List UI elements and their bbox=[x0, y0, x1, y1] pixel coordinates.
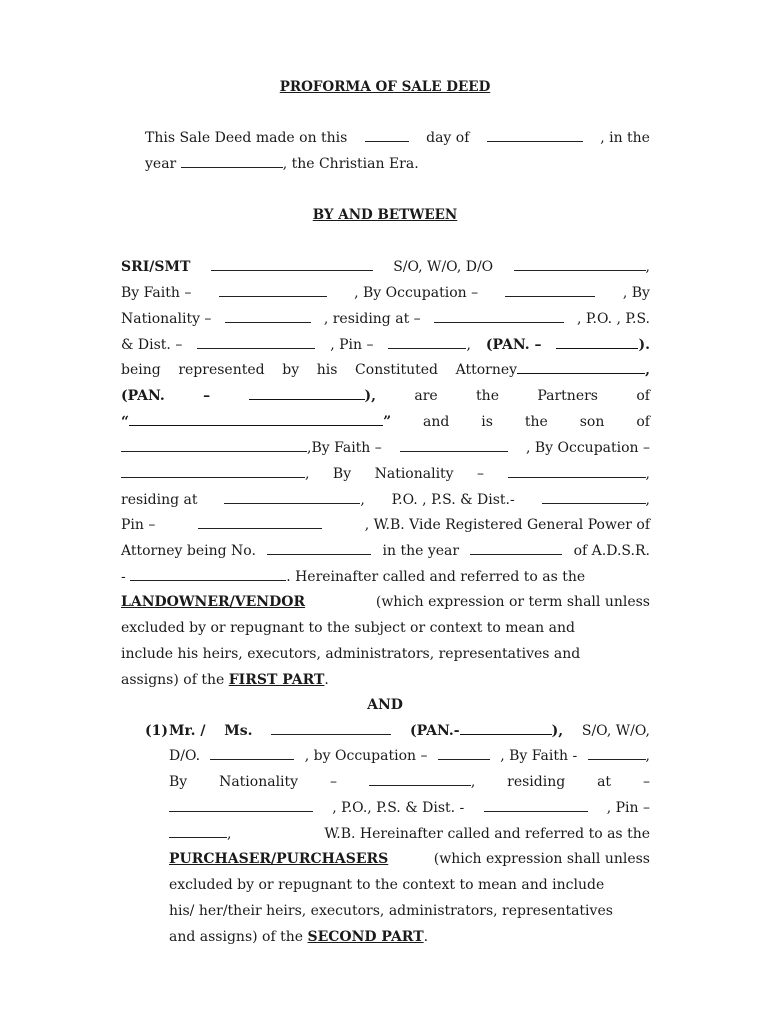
party1-line-2 bbox=[121, 285, 650, 301]
intro-text: This Sale Deed made on this bbox=[145, 130, 348, 146]
attorney-blank bbox=[517, 372, 645, 374]
intro-text: day of bbox=[426, 130, 470, 146]
word: Partners bbox=[537, 388, 598, 404]
pin-label: , Pin – bbox=[606, 800, 650, 816]
relation-name-blank bbox=[514, 269, 646, 271]
party1-line-9 bbox=[121, 466, 650, 482]
day-blank bbox=[365, 140, 409, 142]
occupation-blank bbox=[438, 758, 490, 760]
month-blank bbox=[487, 140, 583, 142]
quote-open: “ bbox=[121, 414, 130, 430]
intro-line-2 bbox=[145, 156, 419, 172]
po-ps-dist-label: P.O. , P.S. & Dist.- bbox=[391, 492, 515, 508]
period: . bbox=[423, 929, 429, 945]
intro-text: year bbox=[145, 156, 177, 172]
document-title: PROFORMA OF SALE DEED bbox=[279, 79, 491, 95]
pin-blank bbox=[198, 527, 322, 529]
word: by bbox=[282, 362, 300, 378]
dash: – bbox=[477, 466, 485, 482]
by-label: , By bbox=[622, 285, 650, 301]
faith-label: , By Faith - bbox=[500, 748, 578, 764]
hereinafter-text: W.B. Hereinafter called and referred to as the bbox=[324, 826, 650, 842]
item-number: (1) bbox=[145, 723, 168, 739]
word: are bbox=[414, 388, 438, 404]
word: By bbox=[332, 466, 352, 482]
dist-blank bbox=[484, 810, 588, 812]
comma: , bbox=[305, 466, 310, 482]
party2-line-8: his/ her/their heirs, executors, administrators, representatives bbox=[169, 903, 613, 919]
word: Nationality bbox=[219, 774, 299, 790]
by-and-between-heading: BY AND BETWEEN bbox=[312, 207, 458, 223]
party2-line-1 bbox=[169, 723, 650, 739]
residing-blank bbox=[224, 502, 360, 504]
father-name-blank bbox=[121, 450, 307, 452]
pan-label: (PAN.- bbox=[410, 723, 460, 739]
po-ps-dist-label: , P.O., P.S. & Dist. - bbox=[332, 800, 465, 816]
intro-line-1 bbox=[145, 130, 650, 146]
pin-blank bbox=[169, 836, 227, 838]
dist-blank bbox=[542, 502, 646, 504]
pan2-label: (PAN. bbox=[121, 388, 165, 404]
pan2-close: ), bbox=[364, 388, 376, 404]
pan-label: (PAN. – bbox=[485, 337, 542, 353]
party1-line-16: include his heirs, executors, administrators, representatives and bbox=[121, 646, 581, 662]
party1-line-11 bbox=[121, 517, 650, 533]
attorney-no-blank bbox=[267, 553, 371, 555]
pan2-blank bbox=[249, 398, 365, 400]
name-blank bbox=[211, 269, 373, 271]
comma: , bbox=[645, 259, 650, 275]
do-label: D/O. bbox=[169, 748, 201, 764]
party1-line-15: excluded by or repugnant to the subject or context to mean and bbox=[121, 620, 575, 636]
intro-text: , the Christian Era. bbox=[282, 156, 419, 172]
dash: – bbox=[203, 388, 211, 404]
pan-close: ). bbox=[638, 337, 650, 353]
party1-line-13 bbox=[121, 569, 650, 585]
party1-line-1 bbox=[121, 259, 650, 275]
expression-text: (which expression or term shall unless bbox=[375, 594, 650, 610]
party2-line-2 bbox=[169, 748, 650, 764]
residing-label: , residing at – bbox=[323, 311, 421, 327]
adsr-blank bbox=[130, 579, 286, 581]
pin-label: , Pin – bbox=[330, 337, 374, 353]
party2-line-4 bbox=[169, 800, 650, 816]
mr-label: Mr. / bbox=[169, 723, 206, 739]
second-part-term: SECOND PART bbox=[307, 929, 424, 945]
comma: , bbox=[645, 466, 650, 482]
quote-close: ” bbox=[383, 414, 392, 430]
comma: , bbox=[466, 337, 471, 353]
comma: , bbox=[360, 492, 365, 508]
adsr-label: of A.D.S.R. bbox=[573, 543, 650, 559]
party2-line-9 bbox=[169, 929, 428, 945]
word: represented bbox=[178, 362, 265, 378]
word: Constituted bbox=[355, 362, 439, 378]
word: Attorney bbox=[455, 362, 518, 378]
word: Nationality bbox=[374, 466, 454, 482]
ms-label: Ms. bbox=[224, 723, 253, 739]
occupation-label: , by Occupation – bbox=[304, 748, 428, 764]
intro-text: , in the bbox=[600, 130, 650, 146]
party2-line-3 bbox=[169, 774, 650, 790]
po-ps-label: , P.O. , P.S. bbox=[577, 311, 650, 327]
faith-blank bbox=[400, 450, 508, 452]
word: son bbox=[579, 414, 605, 430]
faith-blank bbox=[588, 758, 646, 760]
party1-line-12 bbox=[121, 543, 650, 559]
year-blank bbox=[470, 553, 562, 555]
faith-label: By Faith – bbox=[121, 285, 192, 301]
assigns-text: and assigns) of the bbox=[169, 929, 304, 945]
firm-name-blank bbox=[129, 424, 383, 426]
party1-line-10 bbox=[121, 492, 650, 508]
party1-line-4 bbox=[121, 337, 650, 353]
purchaser-term: PURCHASER/PURCHASERS bbox=[169, 851, 389, 867]
pan-blank bbox=[556, 347, 638, 349]
dash: – bbox=[642, 774, 650, 790]
period: . bbox=[324, 672, 329, 688]
word: the bbox=[476, 388, 499, 404]
assigns-text: assigns) of the bbox=[121, 672, 225, 688]
relation-name-blank bbox=[210, 758, 294, 760]
word: of bbox=[636, 414, 650, 430]
occupation-label: , By Occupation – bbox=[354, 285, 479, 301]
occupation-label: , By Occupation – bbox=[525, 440, 650, 456]
residing-blank bbox=[169, 810, 313, 812]
occupation-blank bbox=[121, 476, 305, 478]
dash: - bbox=[121, 569, 126, 585]
party1-line-17 bbox=[121, 672, 329, 688]
word: being bbox=[121, 362, 161, 378]
word: the bbox=[524, 414, 548, 430]
party2-line-5 bbox=[169, 826, 650, 842]
word: residing bbox=[507, 774, 566, 790]
word: By bbox=[169, 774, 188, 790]
nationality-blank bbox=[508, 476, 646, 478]
pan-close: ), bbox=[551, 723, 564, 739]
word: at bbox=[597, 774, 612, 790]
relation-label: S/O, W/O, bbox=[581, 723, 650, 739]
gpa-text: , W.B. Vide Registered General Power of bbox=[364, 517, 650, 533]
pan-blank bbox=[460, 733, 552, 735]
dist-label: & Dist. – bbox=[121, 337, 183, 353]
word: his bbox=[316, 362, 338, 378]
faith-label: ,By Faith – bbox=[307, 440, 382, 456]
relation-label: S/O, W/O, D/O bbox=[393, 259, 494, 275]
and-heading: AND bbox=[367, 697, 403, 713]
nationality-label: Nationality – bbox=[121, 311, 212, 327]
hereinafter-text: . Hereinafter called and referred to as the bbox=[286, 569, 586, 585]
first-part-term: FIRST PART bbox=[228, 672, 325, 688]
word: of bbox=[636, 388, 650, 404]
comma: , bbox=[645, 492, 650, 508]
pin-label: Pin – bbox=[121, 517, 156, 533]
comma: , bbox=[645, 362, 650, 378]
party1-line-3 bbox=[121, 311, 650, 327]
landowner-vendor-term: LANDOWNER/VENDOR bbox=[121, 594, 306, 610]
word: and bbox=[423, 414, 450, 430]
dist-blank bbox=[197, 347, 315, 349]
comma: , bbox=[645, 748, 650, 764]
dash: – bbox=[329, 774, 337, 790]
party2-line-6 bbox=[169, 851, 650, 867]
party2-line-7: excluded by or repugnant to the context to mean and include bbox=[169, 877, 605, 893]
attorney-no-label: Attorney being No. bbox=[121, 543, 256, 559]
nationality-blank bbox=[225, 321, 311, 323]
residing-label: residing at bbox=[121, 492, 198, 508]
party1-line-7 bbox=[121, 414, 650, 430]
pin-blank bbox=[388, 347, 466, 349]
nationality-blank bbox=[369, 784, 471, 786]
word: is bbox=[481, 414, 493, 430]
party1-line-14 bbox=[121, 594, 650, 610]
expression-text: (which expression shall unless bbox=[433, 851, 650, 867]
party1-line-6 bbox=[121, 388, 650, 404]
faith-blank bbox=[219, 295, 327, 297]
party1-line-5 bbox=[121, 362, 650, 378]
year-blank bbox=[181, 166, 283, 168]
sri-smt-label: SRI/SMT bbox=[121, 259, 191, 275]
year-label: in the year bbox=[382, 543, 460, 559]
name-blank bbox=[271, 733, 391, 735]
comma: , bbox=[227, 826, 232, 842]
residing-blank bbox=[434, 321, 564, 323]
occupation-blank bbox=[505, 295, 595, 297]
party1-line-8 bbox=[121, 440, 650, 456]
comma: , bbox=[470, 774, 476, 790]
